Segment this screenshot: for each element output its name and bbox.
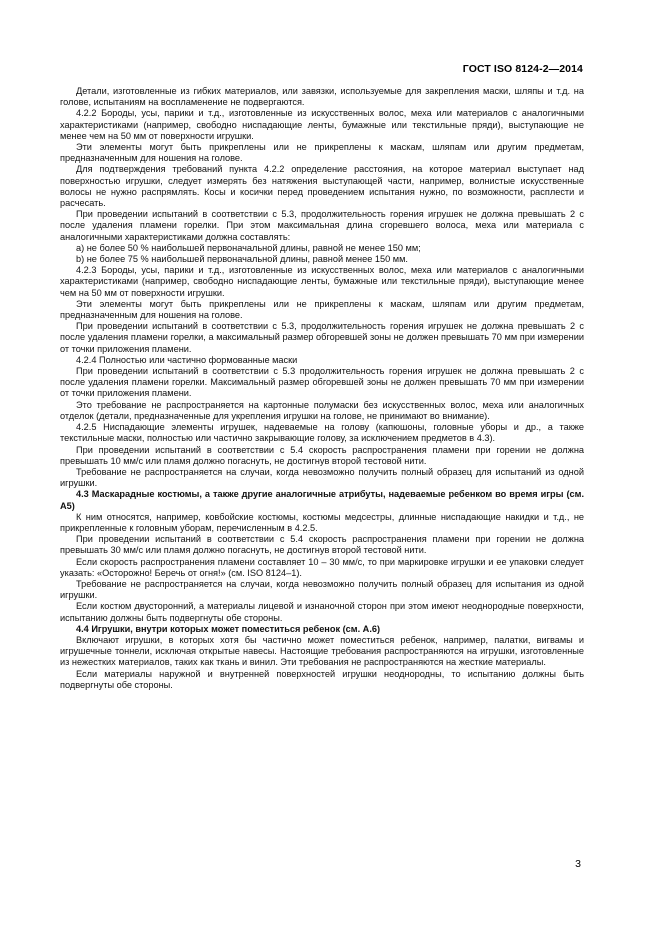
clause-4-2-2: 4.2.2 Бороды, усы, парики и т.д., изготовленные из искусственных волос, меха или материалов с аналогичными характеристиками (например, свободно ниспадающие ленты, бумажные или текстильные пряди), выступающие не менее чем на 50 мм от поверхности игрушки. [60, 108, 584, 141]
paragraph: Для подтверждения требований пункта 4.2.2 определение расстояния, на которое материал выступает над поверхностью игрушки, следует измерять без натяжения выступающей части, например, волнистые искусственные волосы не нужно распрямлять. Косы и косички перед проведением испытания нужно, по возможности, расплести и расчесать. [60, 164, 584, 209]
paragraph: При проведении испытаний в соответствии с 5.3, продолжительность горения игрушек не должна превышать 2 с после удаления пламени горелки, а максимальный размер обгоревшей зоны не должен превышать 70 мм при измерении от точки приложения пламени. [60, 321, 584, 354]
section-heading-4-3: 4.3 Маскарадные костюмы, а также другие аналогичные атрибуты, надеваемые ребенком во время игры (см. А5) [60, 489, 584, 511]
paragraph: Требование не распространяется на случаи, когда невозможно получить полный образец для испытаний из одной игрушки. [60, 466, 584, 489]
paragraph: Эти элементы могут быть прикреплены или не прикреплены к маскам, шляпам или другим предметам, предназначенным для ношения на голове. [60, 298, 584, 321]
paragraph: При проведении испытаний в соответствии с 5.3, продолжительность горения игрушек не должна превышать 2 с после удаления пламени горелки. При этом максимальная длина сгоревшего волоса, меха или материала с аналогичными характеристиками должна составлять: [60, 209, 584, 242]
paragraph: Если материалы наружной и внутренней поверхностей игрушки неоднородны, то испытанию должны быть подвергнуты обе стороны. [60, 668, 584, 690]
list-item: а) не более 50 % наибольшей первоначальной длины, равной не менее 150 мм; [76, 242, 421, 253]
page-number: 3 [575, 858, 581, 870]
body-text [60, 86, 584, 691]
paragraph: Если костюм двусторонний, а материалы лицевой и изнаночной сторон при этом имеют неоднородные поверхности, испытанию должны быть подвергнуты обе стороны. [60, 601, 584, 623]
clause-4-2-4: 4.2.4 Полностью или частично формованные маски [76, 354, 298, 365]
paragraph: Это требование не распространяется на картонные полумаски без искусственных волос, меха или аналогичных отделок (детали, предназначенные для укрепления игрушки на голове, не принимают во внимание). [60, 399, 584, 421]
paragraph: Если скорость распространения пламени составляет 10 – 30 мм/с, то при маркировке игрушки и ее упаковки следует указать: «Осторожно! Беречь от огня!» (см. ISO 8124–1). [60, 556, 584, 578]
paragraph: Детали, изготовленные из гибких материалов, или завязки, используемые для закрепления маски, шляпы и т.д. на голове, испытаниям на воспламенение не подвергаются. [60, 86, 584, 108]
section-heading-4-4: 4.4 Игрушки, внутри которых может поместиться ребенок (см. А.6) [76, 623, 381, 634]
paragraph: Требование не распространяется на случаи, когда невозможно получить полный образец для испытания из одной игрушки. [60, 578, 584, 601]
paragraph: Эти элементы могут быть прикреплены или не прикреплены к маскам, шляпам или другим предметам, предназначенным для ношения на голове. [60, 142, 584, 164]
paragraph: При проведении испытаний в соответствии с 5.3 продолжительность горения игрушек не должна превышать 2 с после удаления пламени горелки. Максимальный размер обгоревшей зоны не должен превышать 70 мм при измерении от точки приложения пламени. [60, 366, 584, 399]
list-item: b) не более 75 % наибольшей первоначальной длины, равной менее 150 мм. [76, 254, 408, 265]
paragraph: К ним относятся, например, ковбойские костюмы, костюмы медсестры, длинные ниспадающие накидки и т.д., не прикрепленные к головным уборам, перечисленным в 4.2.5. [60, 511, 584, 533]
document-code-header: ГОСТ ISO 8124-2—2014 [462, 63, 583, 75]
clause-4-2-3: 4.2.3 Бороды, усы, парики и т.д., изготовленные из искусственных волос, меха или материалов с аналогичными характеристиками (например, свободно ниспадающие ленты, бумажные или текстильные пряди), выступающие менее чем на 50 мм от поверхности игрушки. [60, 265, 584, 298]
paragraph: Включают игрушки, в которых хотя бы частично может поместиться ребенок, например, палатки, вигвамы и игрушечные тоннели, исключая открытые навесы. Настоящие требования распространяются на игрушки, изготовленные из нежестких материалов, таких как ткань и винил. Эти требования не распространяются на жесткие материалы. [60, 634, 584, 668]
paragraph: При проведении испытаний в соответствии с 5.4 скорость распространения пламени при горении не должна превышать 10 мм/с или пламя должно погаснуть, не достигнув второй тестовой нити. [60, 444, 584, 466]
paragraph: При проведении испытаний в соответствии с 5.4 скорость распространения пламени при горении не должна превышать 30 мм/с или пламя должно погаснуть, не достигнув второй тестовой нити. [60, 534, 584, 556]
clause-4-2-5: 4.2.5 Ниспадающие элементы игрушек, надеваемые на голову (капюшоны, головные уборы и др., а также текстильные маски, полностью или частично закрывающие голову, за исключением предметов в 4.3). [60, 422, 584, 444]
